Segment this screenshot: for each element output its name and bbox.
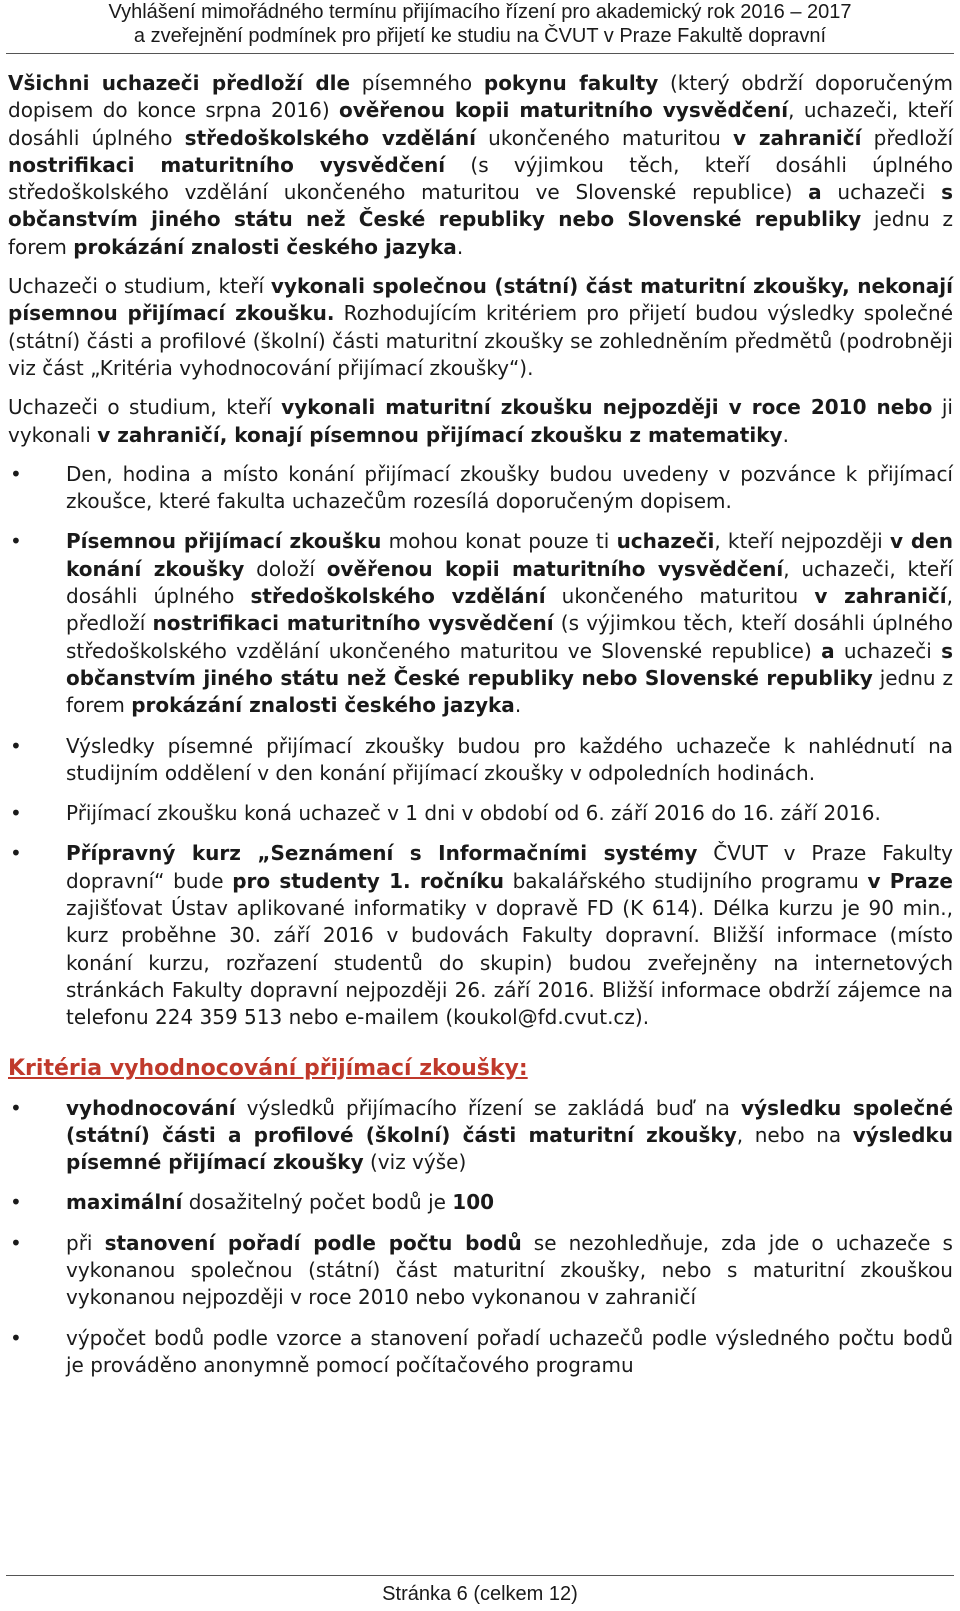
- paragraph-math-exam: Uchazeči o studium, kteří vykonali maturitní zkoušku nejpozději v roce 2010 nebo ji vykonali v zahraničí, konají písemnou přijímací zkoušku z matematiky.: [8, 395, 953, 447]
- bullet-icon: •: [10, 1230, 22, 1255]
- list-item-preparatory-course: • Přípravný kurz „Seznámení s Informačními systémy ČVUT v Praze Fakulty dopravní“ bude pro studenty 1. ročníku bakalářského studijního programu v Praze zajišťovat Ústav aplikované informatiky v dopravě FD (K 614). Délka kurzu je 90 min., kurz proběhne 30. září 2016 v budovách Fakulty dopravní. Bližší informace (místo konání kurzu, rozřazení studentů do skupin) budou zveřejněny na internetových stránkách Fakulty dopravní nejpozději 26. září 2016. Bližší informace obdrží zájemce na telefonu 224 359 513 nebo e-mailem (koukol@fd.cvut.cz).: [10, 841, 953, 1030]
- bullet-icon: •: [10, 733, 22, 758]
- list-item-exam-invitation: • Den, hodina a místo konání přijímací zkoušky budou uvedeny v pozvánce k přijímací zkoušce, které fakulta uchazečům rozesílá doporučeným dopisem.: [10, 461, 953, 514]
- criteria-list: [8, 1095, 953, 1380]
- document-body: [8, 70, 953, 1392]
- bullet-icon: •: [10, 841, 22, 866]
- list-item-computation: • výpočet bodů podle vzorce a stanovení pořadí uchazečů podle výsledného počtu bodů je prováděno anonymně pomocí počítačového programu: [10, 1325, 953, 1377]
- page-number: Stránka 6 (celkem 12): [382, 1583, 578, 1605]
- section-heading-criteria: Kritéria vyhodnocování přijímací zkoušky:: [8, 1055, 528, 1081]
- list-item-written-exam: • Písemnou přijímací zkoušku mohou konat pouze ti uchazeči, kteří nejpozději v den konání zkoušky doloží ověřenou kopii maturitního vysvědčení, uchazeči, kteří dosáhli úplného středoškolského vzdělání ukončeného maturitou v zahraničí, předloží nostrifikaci maturitního vysvědčení (s výjimkou těch, kteří dosáhli úplného středoškolského vzdělání ukončeného maturitou ve Slovenské republice) a uchazeči s občanstvím jiného státu než České republiky nebo Slovenské republiky jednu z forem prokázání znalosti českého jazyka.: [10, 529, 954, 718]
- page-header: [0, 0, 960, 48]
- bullet-icon: •: [10, 529, 22, 554]
- header-divider: [6, 53, 954, 54]
- header-line-1: Vyhlášení mimořádného termínu přijímacího řízení pro akademický rok 2016 – 2017: [108, 1, 852, 23]
- header-line-2: a zveřejnění podmínek pro přijetí ke studiu na ČVUT v Praze Fakultě dopravní: [133, 25, 827, 47]
- list-item-max-points: • maximální dosažitelný počet bodů je 100: [8, 1189, 953, 1216]
- exam-info-list: [8, 461, 953, 1032]
- bullet-icon: •: [10, 1190, 22, 1215]
- paragraph-all-applicants: Všichni uchazeči předloží dle písemného pokynu fakulty (který obdrží doporučeným dopisem do konce srpna 2016) ověřenou kopii maturitního vysvědčení, uchazeči, kteří dosáhli úplného středoškolského vzdělání ukončeného maturitou v zahraničí předloží nostrifikaci maturitního vysvědčení (s výjimkou těch, kteří dosáhli úplného středoškolského vzdělání ukončeného maturitou ve Slovenské republice) a uchazeči s občanstvím jiného státu než České republiky nebo Slovenské republiky jednu z forem prokázání znalosti českého jazyka.: [8, 71, 954, 259]
- bullet-icon: •: [10, 801, 22, 826]
- list-item-ranking: • při stanovení pořadí podle počtu bodů se nezohledňuje, zda jde o uchazeče s vykonanou společnou (státní) část maturitní zkoušky, nebo s maturitní zkouškou vykonanou nejpozději v roce 2010 nebo vykonanou v zahraničí: [10, 1230, 953, 1310]
- paragraph-state-exam: Uchazeči o studium, kteří vykonali společnou (státní) část maturitní zkoušky, nekonají písemnou přijímací zkoušku. Rozhodujícím kritériem pro přijetí budou výsledky společné (státní) části a profilové (školní) části maturitní zkoušky se zohledněním předmětů (podrobněji viz část „Kritéria vyhodnocování přijímací zkoušky“).: [8, 274, 953, 380]
- list-item-exam-results: • Výsledky písemné přijímací zkoušky budou pro každého uchazeče k nahlédnutí na studijním oddělení v den konání přijímací zkoušky v odpoledních hodinách.: [10, 733, 953, 785]
- bullet-icon: •: [10, 461, 22, 486]
- list-item-evaluation: • vyhodnocování výsledků přijímacího řízení se zakládá buď na výsledku společné (státní) části a profilové (školní) části maturitní zkoušky, nebo na výsledku písemné přijímací zkoušky (viz výše): [10, 1095, 954, 1175]
- list-item-exam-date: • Přijímací zkoušku koná uchazeč v 1 dni v období od 6. září 2016 do 16. září 2016.: [8, 800, 953, 827]
- footer-divider: [6, 1575, 954, 1576]
- bullet-icon: •: [10, 1095, 22, 1120]
- bullet-icon: •: [10, 1325, 22, 1350]
